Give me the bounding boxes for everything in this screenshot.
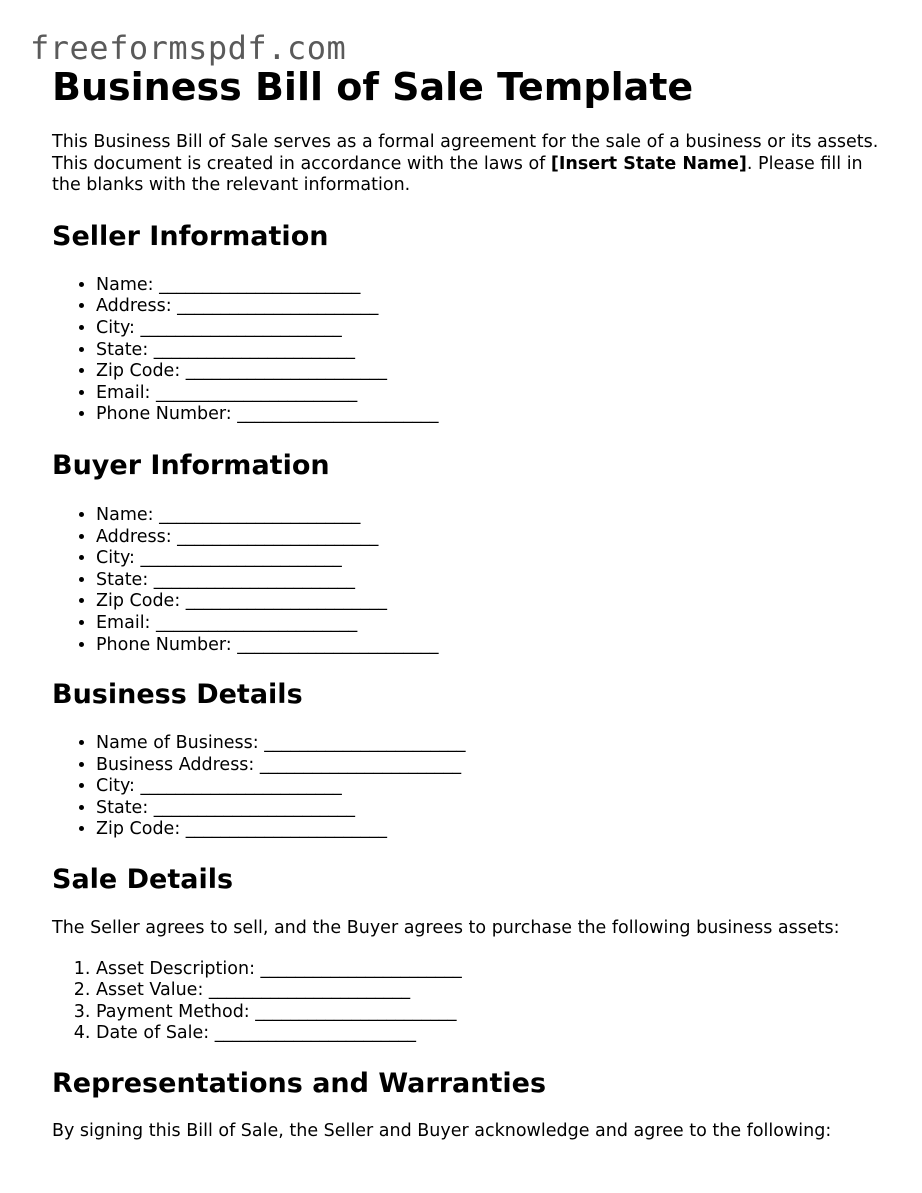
sale-paragraph: The Seller agrees to sell, and the Buyer agrees to purchase the following business assets: <box>52 918 840 939</box>
buyer-section-heading: Buyer Information <box>52 449 330 481</box>
seller-zip-field: • Zip Code: _______________________ <box>96 361 882 383</box>
buyer-phone-field: • Phone Number: _______________________ <box>96 635 882 657</box>
buyer-fields-list <box>52 505 882 656</box>
seller-fields-list <box>52 275 882 426</box>
seller-email-field: • Email: _______________________ <box>96 383 882 405</box>
seller-section-heading: Seller Information <box>52 220 329 252</box>
asset-description-field: 1. Asset Description: _______________________ <box>96 959 882 981</box>
intro-text-after: . Please fill in the blanks with the relevant information. <box>52 153 863 196</box>
seller-city-field: • City: _______________________ <box>96 318 882 340</box>
intro-paragraph <box>52 132 882 197</box>
state-placeholder: [Insert State Name] <box>550 153 747 174</box>
buyer-address-field: • Address: _______________________ <box>96 527 882 549</box>
representations-section-heading: Representations and Warranties <box>52 1068 547 1100</box>
buyer-city-field: • City: _______________________ <box>96 548 882 570</box>
sale-section-heading: Sale Details <box>52 864 234 896</box>
payment-method-field: 3. Payment Method: _______________________ <box>96 1002 882 1024</box>
business-fields-list <box>52 733 882 841</box>
asset-value-field: 2. Asset Value: _______________________ <box>96 980 882 1002</box>
seller-name-field: • Name: _______________________ <box>96 275 882 297</box>
sale-items-list <box>52 959 882 1045</box>
business-name-field: • Name of Business: _______________________ <box>96 733 882 755</box>
intro-text-before: This Business Bill of Sale serves as a formal agreement for the sale of a business or its assets. This document is created in accordance with the laws of <box>52 132 879 174</box>
buyer-email-field: • Email: _______________________ <box>96 613 882 635</box>
document-title: Business Bill of Sale Template <box>52 65 694 109</box>
representations-paragraph: By signing this Bill of Sale, the Seller and Buyer acknowledge and agree to the following: <box>52 1121 832 1142</box>
buyer-state-field: • State: _______________________ <box>96 570 882 592</box>
document-page <box>52 64 882 1143</box>
buyer-name-field: • Name: _______________________ <box>96 505 882 527</box>
business-section-heading: Business Details <box>52 679 303 711</box>
watermark-text: freeformspdf.com <box>30 29 347 67</box>
seller-phone-field: • Phone Number: _______________________ <box>96 404 882 426</box>
business-address-field: • Business Address: _______________________ <box>96 755 882 777</box>
business-state-field: • State: _______________________ <box>96 798 882 820</box>
buyer-zip-field: • Zip Code: _______________________ <box>96 591 882 613</box>
seller-address-field: • Address: _______________________ <box>96 296 882 318</box>
business-city-field: • City: _______________________ <box>96 776 882 798</box>
seller-state-field: • State: _______________________ <box>96 340 882 362</box>
date-of-sale-field: 4. Date of Sale: _______________________ <box>96 1023 882 1045</box>
business-zip-field: • Zip Code: _______________________ <box>96 819 882 841</box>
